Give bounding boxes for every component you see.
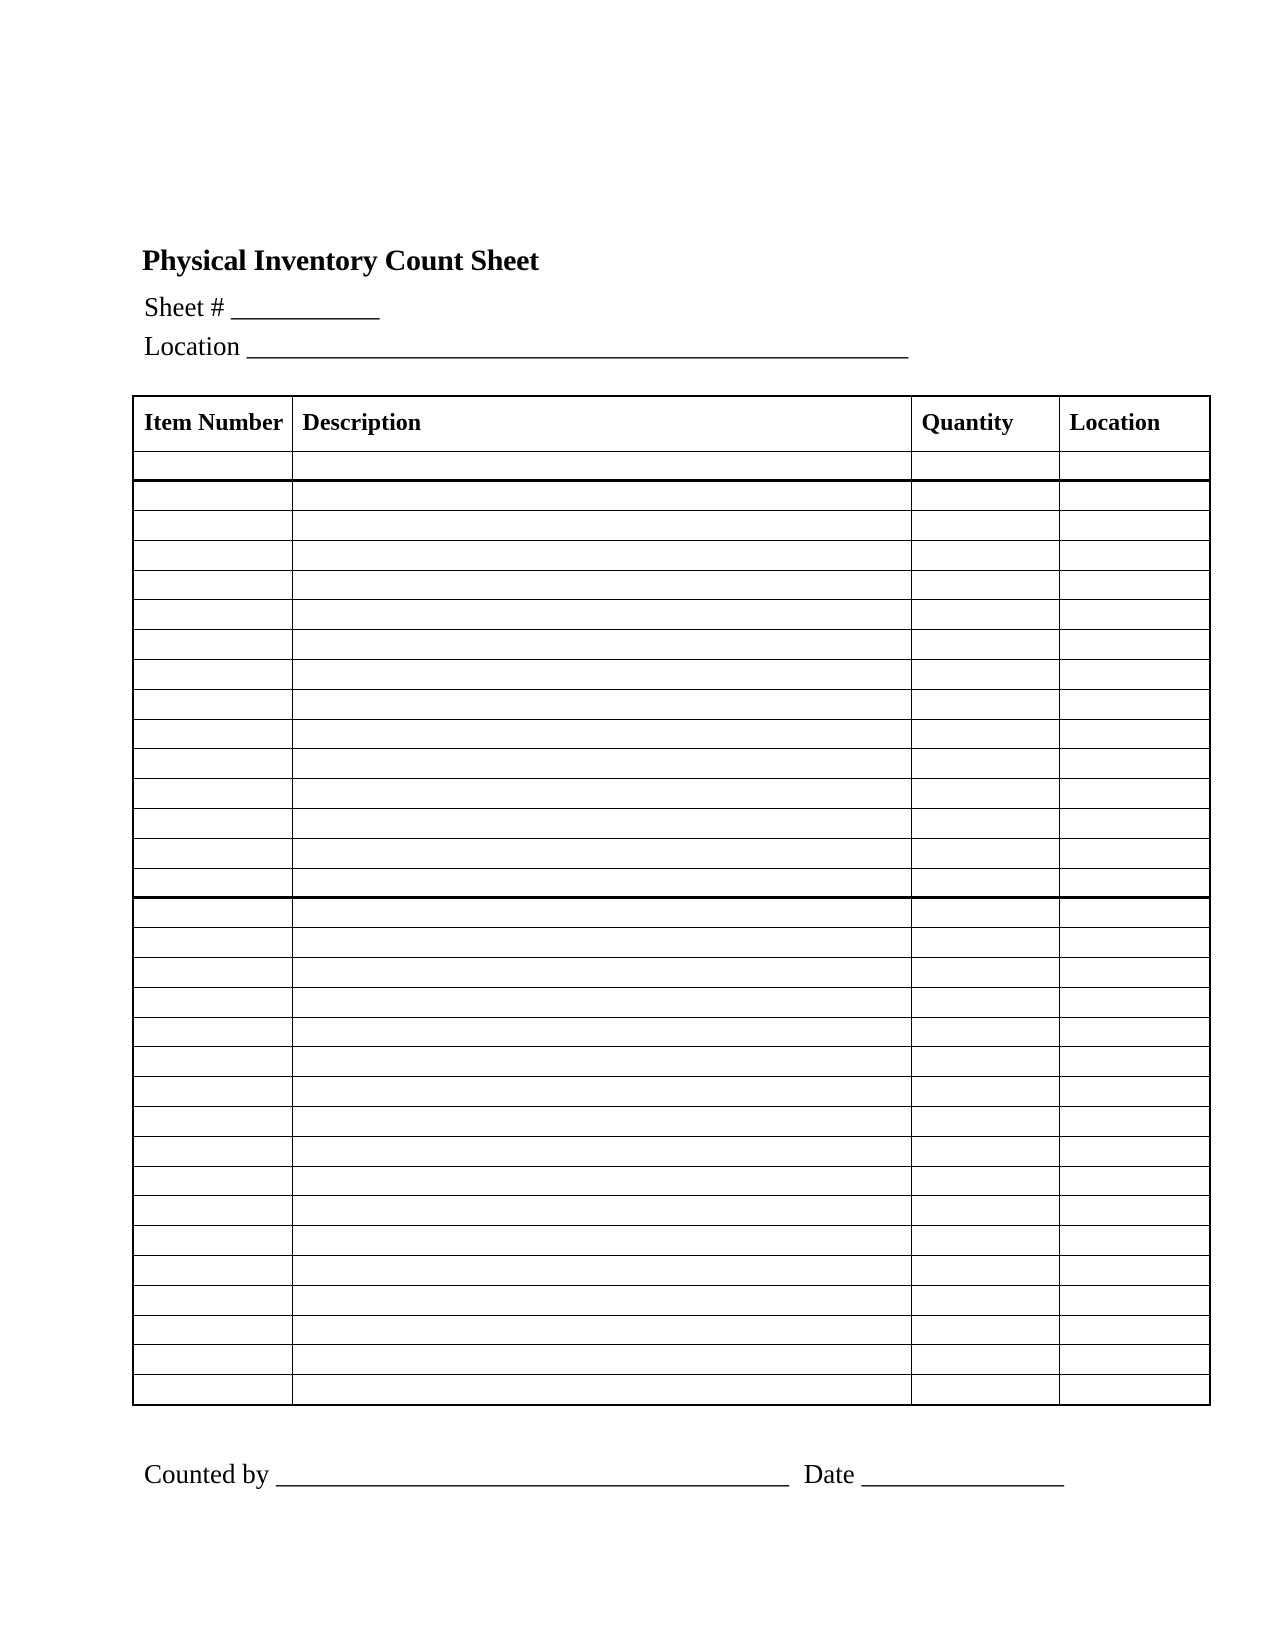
table-cell-quantity: [911, 511, 1059, 541]
table-row: [133, 1136, 1210, 1166]
table-cell-quantity: [911, 987, 1059, 1017]
table-cell-description: [292, 600, 911, 630]
table-row: [133, 1107, 1210, 1137]
column-header-description: Description: [292, 396, 911, 451]
table-cell-quantity: [911, 481, 1059, 511]
table-cell-item-number: [133, 898, 292, 928]
table-cell-description: [292, 1166, 911, 1196]
table-cell-location: [1059, 898, 1210, 928]
date-blank-line: _______________: [861, 1459, 1064, 1489]
table-cell-item-number: [133, 779, 292, 809]
sheet-number-blank-line: ___________: [231, 292, 380, 322]
table-cell-quantity: [911, 630, 1059, 660]
table-cell-location: [1059, 481, 1210, 511]
table-cell-item-number: [133, 1256, 292, 1286]
table-cell-description: [292, 1107, 911, 1137]
table-row: [133, 779, 1210, 809]
table-row: [133, 689, 1210, 719]
table-cell-location: [1059, 1256, 1210, 1286]
table-row: [133, 958, 1210, 988]
sheet-number-label: Sheet #: [144, 292, 225, 322]
table-row: [133, 987, 1210, 1017]
table-cell-quantity: [911, 749, 1059, 779]
table-cell-quantity: [911, 1077, 1059, 1107]
table-cell-location: [1059, 1375, 1210, 1405]
sheet-number-row: [144, 292, 380, 323]
table-cell-item-number: [133, 868, 292, 898]
table-cell-quantity: [911, 868, 1059, 898]
table-cell-item-number: [133, 958, 292, 988]
table-row: [133, 1315, 1210, 1345]
table-cell-item-number: [133, 660, 292, 690]
table-row: [133, 481, 1210, 511]
table-cell-description: [292, 719, 911, 749]
table-cell-quantity: [911, 451, 1059, 481]
table-cell-item-number: [133, 600, 292, 630]
table-row: [133, 868, 1210, 898]
table-cell-item-number: [133, 540, 292, 570]
table-cell-location: [1059, 540, 1210, 570]
table-cell-item-number: [133, 1285, 292, 1315]
table-cell-item-number: [133, 1107, 292, 1137]
table-cell-quantity: [911, 1256, 1059, 1286]
table-cell-location: [1059, 1315, 1210, 1345]
table-cell-quantity: [911, 600, 1059, 630]
table-cell-location: [1059, 1077, 1210, 1107]
table-cell-location: [1059, 749, 1210, 779]
location-row: [144, 331, 908, 362]
table-row: [133, 451, 1210, 481]
table-cell-item-number: [133, 838, 292, 868]
table-cell-item-number: [133, 1017, 292, 1047]
table-cell-description: [292, 1256, 911, 1286]
table-cell-description: [292, 1226, 911, 1256]
footer-row: [144, 1459, 1064, 1490]
inventory-count-table: [132, 395, 1211, 1406]
table-cell-location: [1059, 1017, 1210, 1047]
table-cell-location: [1059, 689, 1210, 719]
table-row: [133, 1047, 1210, 1077]
table-cell-item-number: [133, 689, 292, 719]
table-cell-location: [1059, 1166, 1210, 1196]
table-cell-quantity: [911, 719, 1059, 749]
table-cell-location: [1059, 1285, 1210, 1315]
table-cell-location: [1059, 630, 1210, 660]
table-cell-location: [1059, 1047, 1210, 1077]
table-cell-description: [292, 451, 911, 481]
table-cell-item-number: [133, 928, 292, 958]
table-cell-description: [292, 779, 911, 809]
inventory-table-body: [133, 451, 1210, 1405]
table-cell-description: [292, 1017, 911, 1047]
table-row: [133, 928, 1210, 958]
table-cell-location: [1059, 779, 1210, 809]
table-cell-item-number: [133, 451, 292, 481]
table-cell-location: [1059, 868, 1210, 898]
table-cell-location: [1059, 1196, 1210, 1226]
table-cell-description: [292, 868, 911, 898]
table-cell-location: [1059, 451, 1210, 481]
table-cell-quantity: [911, 689, 1059, 719]
table-cell-description: [292, 898, 911, 928]
table-row: [133, 809, 1210, 839]
table-cell-item-number: [133, 987, 292, 1017]
table-cell-quantity: [911, 779, 1059, 809]
table-cell-description: [292, 481, 911, 511]
table-cell-description: [292, 689, 911, 719]
table-cell-quantity: [911, 660, 1059, 690]
table-cell-description: [292, 809, 911, 839]
table-cell-description: [292, 1136, 911, 1166]
table-cell-location: [1059, 809, 1210, 839]
table-cell-description: [292, 987, 911, 1017]
table-cell-item-number: [133, 570, 292, 600]
table-cell-item-number: [133, 809, 292, 839]
page-title: Physical Inventory Count Sheet: [142, 244, 539, 277]
table-cell-location: [1059, 987, 1210, 1017]
table-cell-location: [1059, 928, 1210, 958]
table-cell-quantity: [911, 809, 1059, 839]
table-row: [133, 1017, 1210, 1047]
table-cell-quantity: [911, 1196, 1059, 1226]
table-cell-item-number: [133, 630, 292, 660]
table-row: [133, 570, 1210, 600]
table-cell-location: [1059, 660, 1210, 690]
table-row: [133, 1196, 1210, 1226]
table-cell-item-number: [133, 1315, 292, 1345]
table-cell-description: [292, 749, 911, 779]
column-header-quantity: Quantity: [911, 396, 1059, 451]
table-cell-quantity: [911, 570, 1059, 600]
table-cell-description: [292, 1047, 911, 1077]
table-cell-description: [292, 630, 911, 660]
table-cell-item-number: [133, 1136, 292, 1166]
table-cell-quantity: [911, 928, 1059, 958]
table-cell-quantity: [911, 1226, 1059, 1256]
table-cell-item-number: [133, 1375, 292, 1405]
table-row: [133, 749, 1210, 779]
table-cell-item-number: [133, 481, 292, 511]
table-cell-description: [292, 540, 911, 570]
table-cell-location: [1059, 838, 1210, 868]
table-cell-quantity: [911, 958, 1059, 988]
table-cell-quantity: [911, 1017, 1059, 1047]
table-row: [133, 600, 1210, 630]
table-cell-item-number: [133, 1196, 292, 1226]
table-cell-description: [292, 1196, 911, 1226]
table-row: [133, 898, 1210, 928]
table-cell-quantity: [911, 1136, 1059, 1166]
table-cell-location: [1059, 719, 1210, 749]
table-cell-description: [292, 1345, 911, 1375]
counted-by-blank-line: ______________________________________: [276, 1459, 789, 1489]
table-cell-quantity: [911, 1047, 1059, 1077]
table-header-row: [133, 396, 1210, 451]
table-cell-description: [292, 570, 911, 600]
table-row: [133, 1285, 1210, 1315]
table-cell-item-number: [133, 719, 292, 749]
table-cell-location: [1059, 1107, 1210, 1137]
table-cell-description: [292, 511, 911, 541]
table-cell-quantity: [911, 1345, 1059, 1375]
table-cell-description: [292, 958, 911, 988]
table-cell-item-number: [133, 1166, 292, 1196]
table-cell-quantity: [911, 1285, 1059, 1315]
table-cell-quantity: [911, 838, 1059, 868]
location-label: Location: [144, 331, 240, 361]
table-cell-description: [292, 1285, 911, 1315]
table-row: [133, 660, 1210, 690]
table-row: [133, 511, 1210, 541]
table-cell-description: [292, 1315, 911, 1345]
table-row: [133, 1375, 1210, 1405]
table-cell-location: [1059, 1136, 1210, 1166]
table-cell-item-number: [133, 511, 292, 541]
table-row: [133, 719, 1210, 749]
table-row: [133, 1345, 1210, 1375]
table-cell-location: [1059, 570, 1210, 600]
table-row: [133, 1256, 1210, 1286]
table-row: [133, 1226, 1210, 1256]
table-cell-quantity: [911, 540, 1059, 570]
table-cell-location: [1059, 958, 1210, 988]
table-cell-description: [292, 660, 911, 690]
table-cell-quantity: [911, 1166, 1059, 1196]
table-row: [133, 630, 1210, 660]
table-cell-item-number: [133, 1047, 292, 1077]
table-cell-quantity: [911, 1315, 1059, 1345]
table-row: [133, 1077, 1210, 1107]
table-cell-quantity: [911, 1107, 1059, 1137]
table-cell-description: [292, 838, 911, 868]
table-cell-description: [292, 1077, 911, 1107]
table-cell-location: [1059, 600, 1210, 630]
table-cell-item-number: [133, 1345, 292, 1375]
table-cell-item-number: [133, 749, 292, 779]
table-cell-item-number: [133, 1226, 292, 1256]
column-header-item-number: Item Number: [133, 396, 292, 451]
table-cell-quantity: [911, 1375, 1059, 1405]
table-row: [133, 838, 1210, 868]
table-cell-quantity: [911, 898, 1059, 928]
table-cell-item-number: [133, 1077, 292, 1107]
table-cell-description: [292, 928, 911, 958]
location-blank-line: _________________________________________________: [246, 331, 909, 361]
table-row: [133, 1166, 1210, 1196]
column-header-location: Location: [1059, 396, 1210, 451]
date-label: Date: [803, 1459, 855, 1489]
table-cell-location: [1059, 1226, 1210, 1256]
table-cell-description: [292, 1375, 911, 1405]
table-cell-location: [1059, 511, 1210, 541]
table-cell-location: [1059, 1345, 1210, 1375]
counted-by-label: Counted by: [144, 1459, 270, 1489]
table-row: [133, 540, 1210, 570]
